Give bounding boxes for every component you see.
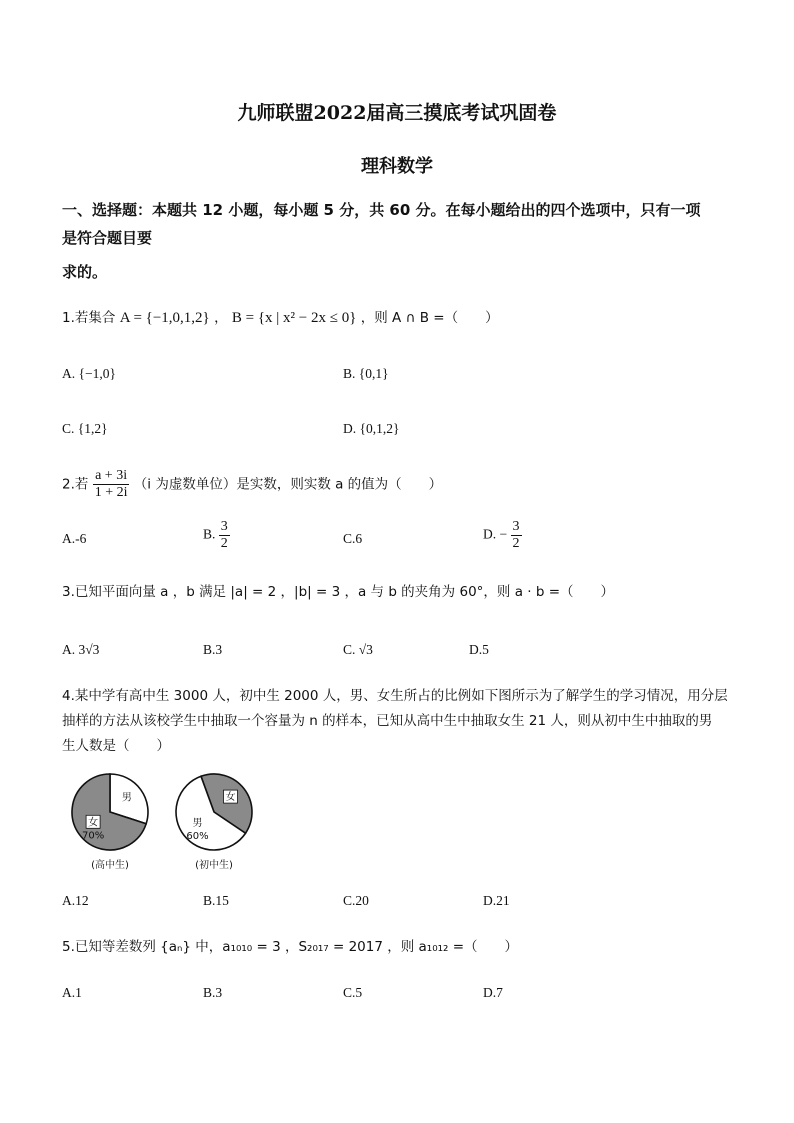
q4-line-2: 抽样的方法从该校学生中抽取一个容量为 n 的样本，已知从高中生中抽取女生 21 人，则从初中生中抽取的男 <box>62 713 713 729</box>
q1-separator: ， <box>214 310 228 326</box>
question-3: 3.已知平面向量 a ，b 满足 |a| = 2 ，|b| = 3 ，a 与 b 的夹角为 60°，则 a · b =（ ） <box>62 584 615 600</box>
q1-prefix: 1.若集合 <box>62 310 116 326</box>
q2-option-a: A.-6 <box>62 531 87 546</box>
q4-option-a: A.12 <box>62 893 89 908</box>
q2-prefix: 2.若 <box>62 476 89 493</box>
question-4 <box>62 684 734 759</box>
q2-option-b-fraction <box>219 519 230 552</box>
q1-suffix: ，则 A ∩ B =（ ） <box>360 310 499 326</box>
q2-option-d-numerator: 3 <box>512 519 520 534</box>
q3-option-d: D.5 <box>469 642 489 657</box>
q5-option-c: C.5 <box>343 985 363 1000</box>
question-5: 5.已知等差数列 {aₙ} 中，a₁₀₁₀ = 3 ，S₂₀₁₇ = 2017 ，则 a₁₀₁₂ =（ ） <box>62 939 519 955</box>
pie-caption: (高中生) <box>91 860 129 871</box>
q2-option-d <box>483 519 522 552</box>
q4-line-1: 4.某中学有高中生 3000 人，初中生 2000 人，男、女生所占的比例如下图所示为了解学生的学习情况，用分层 <box>62 688 728 704</box>
pie-label-male: 男 <box>192 817 203 829</box>
q2-option-b-denominator: 2 <box>220 536 228 551</box>
q4-option-b: B.15 <box>203 893 229 908</box>
pie-caption: (初中生) <box>195 860 233 871</box>
q5-option-d: D.7 <box>483 985 503 1000</box>
pie-label-female: 女 <box>88 817 99 829</box>
q2-option-c: C.6 <box>343 531 363 546</box>
q1-option-c: C. {1,2} <box>62 421 108 436</box>
section-heading <box>62 196 734 252</box>
pie-percent-label: 60% <box>186 830 209 842</box>
q2-option-b <box>203 519 230 552</box>
exam-title: 九师联盟2022届高三摸底考试巩固卷 <box>237 102 557 124</box>
q4-line-3: 生人数是（ ） <box>62 738 170 754</box>
exam-subtitle: 理科数学 <box>361 156 433 177</box>
q2-option-b-label: B. <box>203 526 216 542</box>
q2-option-b-numerator: 3 <box>220 519 228 534</box>
pie-chart-junior-high <box>176 774 252 871</box>
section-line-2: 是符合题目要 <box>62 229 153 247</box>
q5-option-b: B.3 <box>203 985 223 1000</box>
pie-charts <box>62 768 272 878</box>
section-line-3: 求的。 <box>62 263 108 281</box>
section-line-1: 一、选择题：本题共 12 小题，每小题 5 分，共 60 分。在每小题给出的四个选项中，只有一项 <box>62 201 701 219</box>
pie-label-male: 男 <box>121 792 132 804</box>
pie-percent-label: 70% <box>81 830 105 842</box>
pie-chart-high-school <box>72 774 148 871</box>
q1-set-a: A = {−1,0,1,2} <box>119 310 210 326</box>
question-1 <box>62 306 499 330</box>
q2-suffix: （i 为虚数单位）是实数，则实数 a 的值为（ ） <box>133 476 443 493</box>
q2-fraction-numerator: a + 3i <box>93 468 130 485</box>
q4-option-c: C.20 <box>343 893 369 908</box>
q2-option-d-denominator: 2 <box>512 536 520 551</box>
q3-option-a: A. 3√3 <box>62 642 100 657</box>
q3-option-c: C. √3 <box>343 642 373 657</box>
q2-fraction <box>93 468 130 501</box>
q1-set-b: B = {x | x² − 2x ≤ 0} <box>231 310 357 326</box>
q3-option-b: B.3 <box>203 642 223 657</box>
q1-option-a: A. {−1,0} <box>62 366 116 381</box>
q4-option-d: D.21 <box>483 893 510 908</box>
q1-option-b: B. {0,1} <box>343 366 389 381</box>
q2-fraction-denominator: 1 + 2i <box>94 485 128 500</box>
question-2 <box>62 468 442 501</box>
q2-option-d-fraction <box>511 519 522 552</box>
q5-option-a: A.1 <box>62 985 82 1000</box>
pie-label-female: 女 <box>225 792 236 804</box>
q1-option-d: D. {0,1,2} <box>343 421 400 436</box>
q2-option-d-label: D. − <box>483 526 508 542</box>
